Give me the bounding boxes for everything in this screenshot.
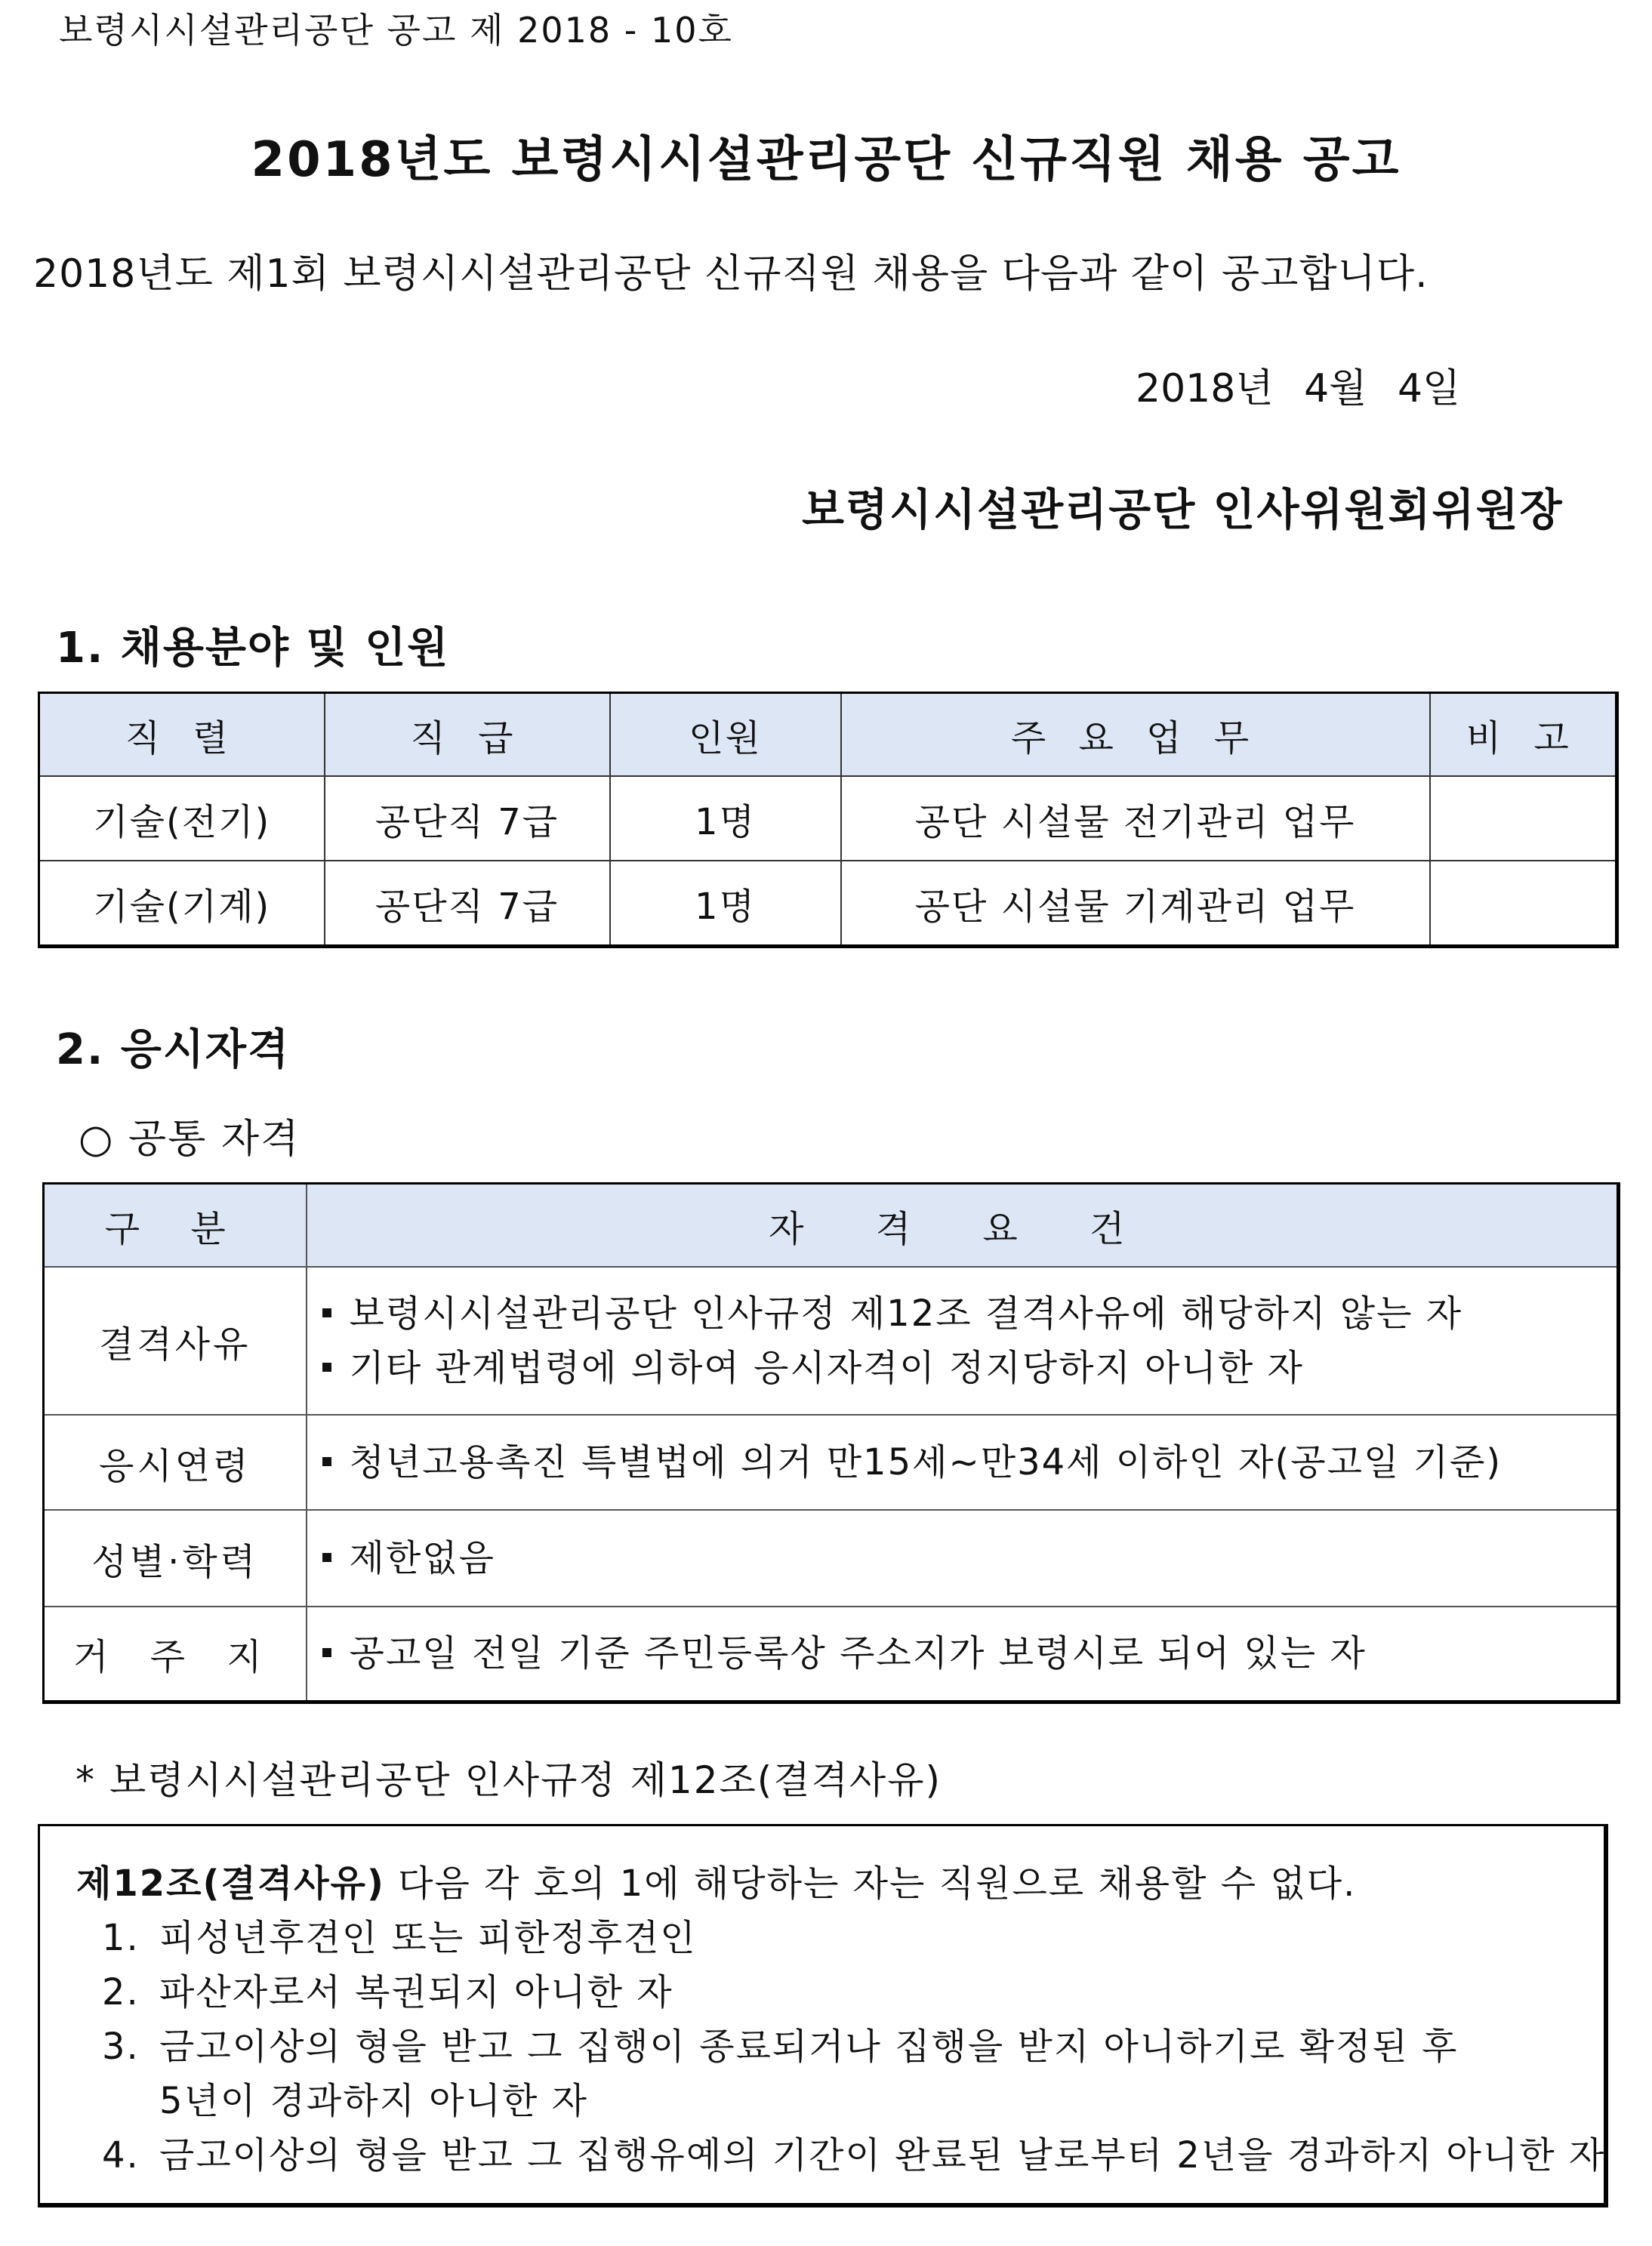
article-lead: 다음 각 호의 1에 해당하는 자는 직원으로 채용할 수 없다. [384,1862,1357,1905]
table-cell [1430,861,1617,947]
table-row [39,776,1617,861]
item-text: 파산자로서 복권되지 아니한 자 [159,1971,673,2013]
requirement-cell [307,1415,1619,1510]
table-row [44,1510,1619,1607]
requirement-text: 청년고용촉진 특별법에 의거 만15세~만34세 이하인 자(공고일 기준) [349,1441,1503,1483]
table-cell: 기술(전기) [39,776,325,861]
requirement-line [322,1341,1617,1395]
table-row [44,1267,1619,1415]
section1-heading: 1. 채용분야 및 인원 [56,624,450,673]
article-heading-line [76,1856,1604,1911]
bullet-icon [322,1553,331,1562]
category-cell: 응시연령 [44,1415,307,1510]
table-cell: 공단 시설물 기계관리 업무 [841,861,1430,947]
section2-heading: 2. 응시자격 [56,1025,291,1074]
bullet-icon [322,1308,331,1317]
category-cell: 성별·학력 [44,1510,307,1607]
column-header: 비 고 [1430,693,1617,777]
column-header: 직 렬 [39,693,325,777]
qualification-table [42,1182,1620,1704]
table-cell: 기술(기계) [39,861,325,947]
recruitment-table [38,692,1619,948]
table-cell: 공단직 7급 [325,861,610,947]
requirement-line [322,1531,1617,1585]
table-cell: 1명 [610,861,841,947]
table-cell: 공단 시설물 전기관리 업무 [841,776,1430,861]
article-box [38,1824,1608,2207]
requirement-cell [307,1267,1619,1415]
table-cell: 1명 [610,776,841,861]
signer: 보령시시설관리공단 인사위원회위원장 [802,484,1564,535]
article-title: 제12조(결격사유) [76,1862,385,1905]
category-cell: 거 주 지 [44,1607,307,1702]
table-header-row [44,1184,1619,1268]
item-number: 3. [102,2026,140,2068]
item-text: 피성년후견인 또는 피한정후견인 [159,1917,697,1959]
list-item-continuation [76,2074,1604,2128]
common-qualification-heading: ○ 공통 자격 [79,1117,301,1162]
footnote: * 보령시시설관리공단 인사규정 제12조(결격사유) [76,1758,942,1802]
table-cell: 공단직 7급 [325,776,610,861]
requirement-cell [307,1607,1619,1702]
column-header: 인원 [610,693,841,777]
item-number: 1. [102,1917,140,1959]
requirement-text: 제한없음 [349,1537,495,1579]
requirement-line [322,1435,1617,1490]
item-text: 금고이상의 형을 받고 그 집행유예의 기간이 완료된 날로부터 2년을 경과하지 아니한 자 [159,2134,1606,2177]
list-item [76,2128,1604,2183]
page-title: 2018년도 보령시시설관리공단 신규직원 채용 공고 [251,132,1401,188]
table-row [44,1607,1619,1702]
item-text: 금고이상의 형을 받고 그 집행이 종료되거나 집행을 받지 아니하기로 확정된 후 [159,2026,1459,2068]
table-header-row [39,693,1617,777]
requirement-cell [307,1510,1619,1607]
requirement-text: 공고일 전일 기준 주민등록상 주소지가 보령시로 되어 있는 자 [349,1632,1367,1675]
item-text: 5년이 경과하지 아니한 자 [159,2080,588,2122]
requirement-text: 기타 관계법령에 의하여 응시자격이 정지당하지 아니한 자 [349,1347,1304,1389]
column-header: 구 분 [44,1184,307,1268]
notice-number: 보령시시설관리공단 공고 제 2018 - 10호 [59,10,733,51]
column-header: 주 요 업 무 [841,693,1430,777]
table-row [39,861,1617,947]
table-cell [1430,776,1617,861]
category-cell: 결격사유 [44,1267,307,1415]
item-number: 4. [102,2134,140,2177]
bullet-icon [322,1648,331,1657]
item-number: 2. [102,1971,140,2013]
list-item [76,2020,1604,2074]
list-item [76,1911,1604,1965]
bullet-icon [322,1457,331,1466]
column-header: 직 급 [325,693,610,777]
intro-text: 2018년도 제1회 보령시시설관리공단 신규직원 채용을 다음과 같이 공고합니다. [33,251,1429,297]
column-header: 자 격 요 건 [307,1184,1619,1268]
list-item [76,1965,1604,2020]
requirement-line [322,1286,1617,1341]
requirement-line [322,1626,1617,1681]
bullet-icon [322,1363,331,1372]
requirement-text: 보령시시설관리공단 인사규정 제12조 결격사유에 해당하지 않는 자 [349,1292,1463,1335]
notice-date: 2018년 4월 4일 [1136,366,1461,411]
table-row [44,1415,1619,1510]
